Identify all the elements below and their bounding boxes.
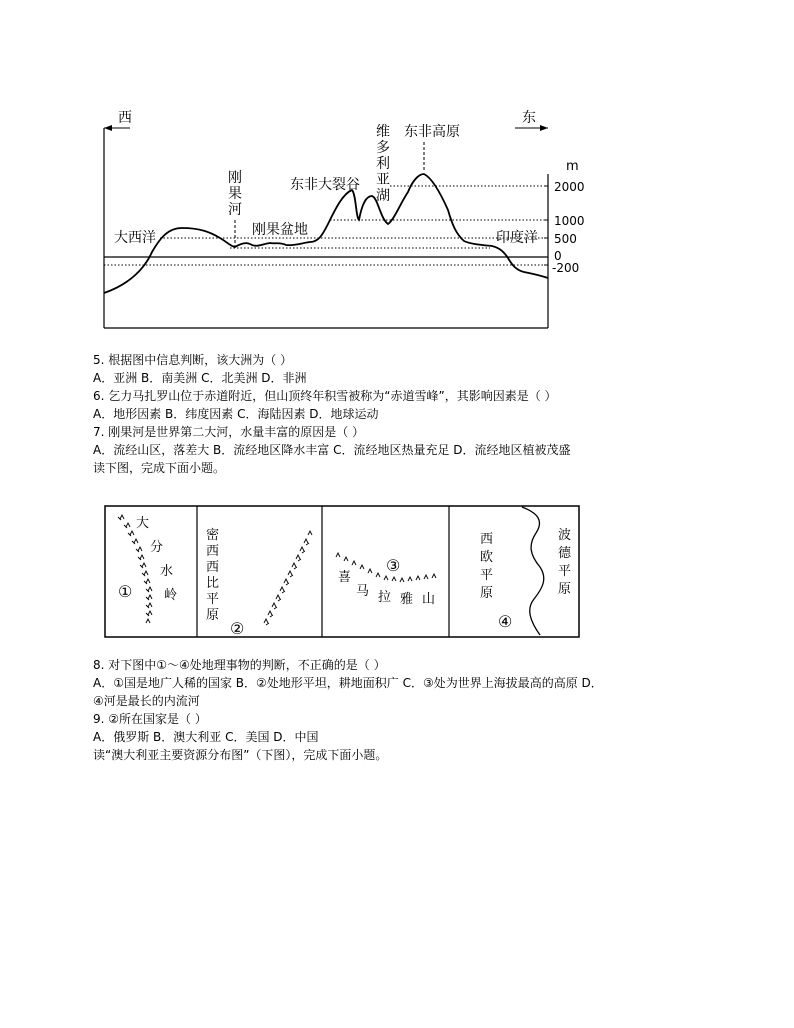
- question-9-options: A．俄罗斯 B．澳大利亚 C．美国 D．中国: [93, 730, 319, 744]
- svg-text:果: 果: [228, 186, 242, 202]
- svg-text:西: 西: [206, 544, 220, 559]
- unit-label: m: [566, 159, 579, 174]
- label-congo-river: [228, 169, 242, 218]
- svg-text:亚: 亚: [376, 172, 390, 188]
- question-6: 6. 乞力马扎罗山位于赤道附近，但山顶终年积雪被称为“赤道雪峰”，其影响因素是（ ）: [93, 389, 557, 403]
- panel-1-mountain-range: [118, 515, 152, 623]
- tick-0: 0: [554, 249, 562, 263]
- svg-text:波: 波: [558, 528, 572, 543]
- svg-text:刚: 刚: [228, 170, 242, 186]
- svg-text:维: 维: [376, 124, 390, 140]
- svg-text:多: 多: [376, 140, 390, 156]
- panel-2-marker: ②: [230, 619, 245, 638]
- question-8-options-line1: A．①国是地广人稀的国家 B．②处地形平坦，耕地面积广 C．③处为世界上海拔最高的高原 D．: [93, 676, 603, 690]
- question-9: 9. ②所在国家是（ ）: [93, 712, 207, 726]
- panel-2-label: [206, 528, 219, 623]
- panel-4-right-label: [558, 527, 572, 597]
- svg-text:德: 德: [558, 546, 572, 561]
- question-8-options-line2: ④河是最长的内流河: [93, 694, 200, 708]
- svg-text:拉: 拉: [378, 590, 392, 605]
- svg-text:比: 比: [206, 576, 220, 591]
- west-arrowhead: [104, 125, 112, 131]
- svg-text:平: 平: [206, 592, 220, 607]
- svg-text:密: 密: [206, 528, 220, 543]
- svg-text:水: 水: [160, 564, 174, 579]
- question-5-options: A．亚洲 B．南美洲 C．北美洲 D．非洲: [93, 371, 307, 385]
- panel-4-marker: ④: [498, 612, 513, 631]
- panel-1-label: [136, 515, 177, 603]
- label-east-african-plateau: 东非高原: [404, 124, 460, 140]
- svg-text:湖: 湖: [376, 188, 390, 204]
- panel-2-mountain-range: [264, 531, 312, 625]
- svg-text:原: 原: [206, 608, 220, 623]
- label-congo-basin: 刚果盆地: [252, 222, 308, 238]
- tick-1000: 1000: [554, 214, 585, 228]
- svg-text:山: 山: [422, 592, 436, 607]
- west-label: 西: [118, 110, 132, 126]
- svg-text:平: 平: [480, 568, 494, 583]
- svg-text:分: 分: [150, 540, 164, 555]
- svg-text:喜: 喜: [338, 570, 352, 585]
- four-panel-figure: [104, 505, 580, 640]
- svg-text:河: 河: [228, 202, 242, 218]
- svg-text:大: 大: [136, 516, 150, 531]
- question-8: 8. 对下图中①～④处地理事物的判断，不正确的是（ ）: [93, 658, 386, 672]
- read-instruction-1: 读下图，完成下面小题。: [93, 461, 226, 475]
- label-rift-valley: 东非大裂谷: [290, 177, 360, 193]
- question-7: 7. 刚果河是世界第二大河，水量丰富的原因是（ ）: [93, 425, 365, 439]
- svg-text:西: 西: [206, 560, 220, 575]
- svg-text:平: 平: [558, 564, 572, 579]
- panel-4-river: [522, 507, 544, 635]
- label-indian-ocean: 印度洋: [496, 230, 538, 246]
- svg-text:原: 原: [480, 586, 494, 601]
- read-instruction-2: 读“澳大利亚主要资源分布图”（下图），完成下面小题。: [93, 748, 388, 762]
- svg-text:岭: 岭: [164, 588, 178, 603]
- svg-text:原: 原: [558, 582, 572, 597]
- label-atlantic: 大西洋: [114, 230, 156, 246]
- svg-text:西: 西: [480, 532, 494, 547]
- panel-3-marker: ③: [386, 556, 401, 575]
- question-7-options: A．流经山区，落差大 B．流经地区降水丰富 C．流经地区热量充足 D．流经地区植被茂盛: [93, 443, 571, 457]
- svg-text:欧: 欧: [480, 550, 494, 565]
- question-5: 5. 根据图中信息判断，该大洲为（ ）: [93, 353, 293, 367]
- east-label: 东: [522, 110, 536, 126]
- tick-500: 500: [554, 232, 577, 246]
- svg-text:雅: 雅: [400, 592, 414, 607]
- label-victoria-lake: [376, 124, 390, 204]
- svg-text:马: 马: [356, 584, 370, 599]
- panel-4-left-label: [480, 532, 493, 601]
- panel-1-marker: ①: [118, 582, 133, 601]
- tick-2000: 2000: [554, 180, 585, 194]
- africa-profile-figure: [90, 100, 590, 340]
- tick-minus200: -200: [552, 261, 580, 275]
- svg-text:利: 利: [376, 156, 390, 172]
- question-6-options: A．地形因素 B．纬度因素 C．海陆因素 D．地球运动: [93, 407, 379, 421]
- east-arrowhead: [540, 125, 548, 131]
